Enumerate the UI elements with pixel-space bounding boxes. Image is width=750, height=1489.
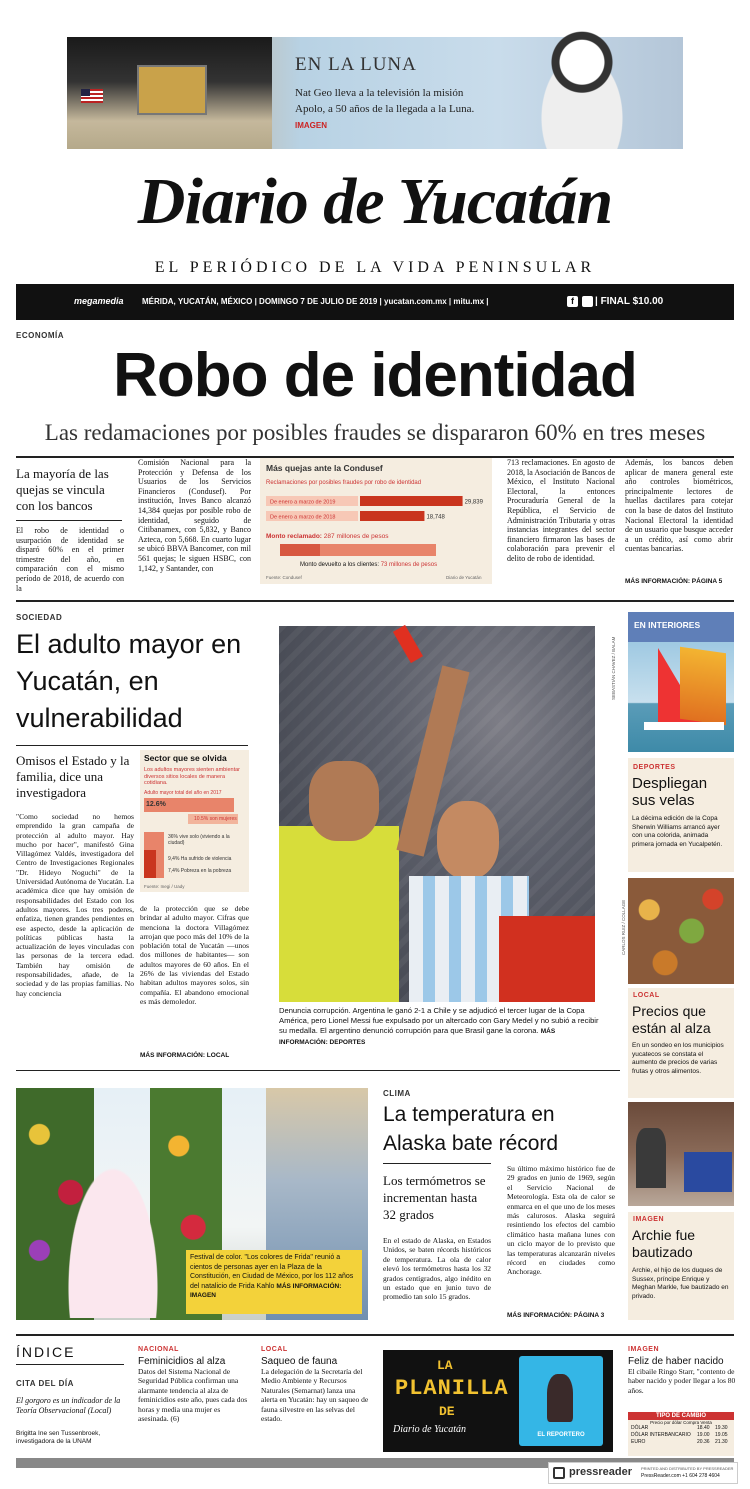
referee-head	[309, 761, 379, 841]
bar	[360, 511, 424, 521]
category-label: De enero a marzo de 2018	[270, 514, 336, 521]
sailboat-photo[interactable]	[628, 642, 734, 752]
photo-more[interactable]: MÁS INFORMACIÓN: DEPORTES	[279, 1028, 556, 1046]
clima-headline[interactable]: La temperatura en Alaska bate récord	[383, 1103, 559, 1155]
exchange-label: DÓLAR	[631, 1425, 649, 1431]
sector-bar-3-inner	[144, 850, 156, 878]
reclaimed-value: 287 millones de pesos	[323, 533, 389, 540]
royal-baptism-photo[interactable]	[628, 1102, 734, 1206]
exchange-rows	[628, 1425, 734, 1446]
masthead-tagline: EL PERIÓDICO DE LA VIDA PENINSULAR	[154, 259, 596, 276]
sector-s1: Adulto mayor total del año en 2017	[144, 790, 222, 796]
lead-deck: Las redamaciones por posibles fraudes se dispararon 60% en tres meses	[44, 420, 706, 445]
local-box	[628, 988, 734, 1098]
clima-section: CLIMA	[383, 1089, 411, 1098]
index-title: ÍNDICE	[16, 1344, 76, 1360]
chart-credit: Diario de Yucatán	[446, 575, 482, 580]
red-shirt	[499, 916, 595, 1002]
condusef-chart	[260, 458, 492, 584]
exchange-sell: 19.30	[715, 1425, 728, 1431]
photo-credit-2: CARLOS RUIZ / COLLAGE	[621, 899, 626, 955]
clima-subhead: Los termómetros se incrementan hasta 32 grados	[383, 1173, 486, 1222]
sector-text: Los adultos mayores sienten ambientar diversos sitios locales de manera cotidiana.	[144, 767, 240, 786]
exchange-row	[628, 1432, 734, 1439]
pressreader-logo: pressreader	[569, 1466, 632, 1478]
exchange-row	[628, 1425, 734, 1432]
brief-section: IMAGEN	[628, 1346, 659, 1353]
deportes-text: La décima edición de la Copa Sherwin Williams arrancó ayer con una colorida, animada primera jornada en Yucalpetén.	[632, 815, 723, 848]
masthead-title: Diario de Yucatán	[137, 165, 613, 238]
reporter-box	[519, 1356, 603, 1446]
chart-bars	[260, 492, 492, 532]
sector-l5: 7,4% Pobreza en la pobreza	[168, 868, 232, 874]
bar-value-label: 29,839	[464, 499, 483, 506]
brief-headline: Feliz de haber nacido	[628, 1356, 724, 1367]
exchange-sell: 21.30	[715, 1439, 728, 1445]
adulto-col2: de la protección que se debe brindar al adulto mayor. Cifras que menciona la doctora Villagómez arrojan que poco más del 10% de la población total de Yucatán —unos dos millones de habitantes— son adultos mayores de 60 años. En el 26% de las viviendas del Estado habitan adultos mayores solos, sin compañía. El abandono emocional es más demoledor.	[140, 904, 249, 1006]
pressreader-icon	[553, 1467, 565, 1479]
brief-local[interactable]	[261, 1346, 373, 1456]
returned-bar	[280, 544, 320, 556]
exchange-subtitle: Precio por dólar Compra Venta	[650, 1420, 712, 1425]
brief-nacional[interactable]	[138, 1346, 250, 1456]
exchange-buy: 18.40	[697, 1425, 710, 1431]
brief-text: La delegación de la Secretaría del Medio Ambiente y Recursos Naturales (Semarnat) lanza una alerta en Yucatán: hay un saqueo de fauna silvestre en las selvas del estado.	[261, 1367, 369, 1424]
chart-title: Más quejas ante la Condusef	[266, 463, 383, 473]
lead-col4: Además, los bancos deben aplicar de manera general este año controles biométricos, principalmente lectores de huellas dactilares para cotejar con la base de datos del Instituto Nacional Electoral la identidad de un usuario que busque acceder a un crédito, así como abrir cuentas bancarias.	[625, 458, 733, 554]
photo-caption: Denuncia corrupción. Argentina le ganó 2-1 a Chile y se adjudicó el tercer lugar de la Copa América, pero Lionel Messi fue expulsado por un altercado con Gary Medel y no subió a recibir su medalla. El argentino denunció corrupción para que Brasil gane la corona.	[279, 1006, 599, 1035]
brief-headline: Saqueo de fauna	[261, 1356, 338, 1367]
brief-imagen[interactable]	[628, 1346, 736, 1406]
lead-more[interactable]: MÁS INFORMACIÓN: PÁGINA 5	[625, 578, 723, 585]
brief-text: El cibaile Ringo Starr, "contento de haber nacido y poder llegar a los 80 años.	[628, 1367, 736, 1395]
referee	[279, 826, 399, 1002]
reporter-label: EL REPORTERO	[537, 1432, 585, 1438]
exchange-table	[628, 1412, 734, 1456]
clima-more[interactable]: MÁS INFORMACIÓN: PÁGINA 3	[507, 1312, 605, 1319]
adulto-col1: "Como sociedad no hemos emprendido la gran campaña de protección al adulto mayor. Hay mucho por hacer", manifestó Gina Villagómez Valdés, investigadora del Centro de Investigaciones Regionales "Dr. Hideyo Noguchi" de la Universidad Autónoma de Yucatán. La académica dice que hay omisión de responsabilidades del Estado con los adultos mayores. Los tres poderes, enfatiza, tienen grandes pendientes en ese aspecto, desde la aplicación de políticas públicas hasta la actualización de leyes vinculadas con las personas de la tercera edad. También hay omisión de responsabilidades, añade, de la sociedad y de las propias familias. No hay conciencia	[16, 812, 134, 998]
promo-title: EN LA LUNA	[295, 54, 417, 75]
cita-title: CITA DEL DÍA	[16, 1379, 74, 1388]
exchange-buy: 19.00	[697, 1432, 710, 1438]
local-text: En un sondeo en los municipios yucatecos se constata el aumento de precios de varias frutas y otros alimentos.	[632, 1042, 724, 1075]
reporter-figure-icon	[547, 1374, 573, 1422]
lunar-module-image	[67, 37, 272, 149]
returned-label: Monto devuelto a los clientes:	[300, 562, 380, 568]
imagen-headline[interactable]: Archie fue bautizado	[632, 1227, 696, 1260]
sector-v1: 12.6%	[146, 801, 166, 808]
planilla-ad[interactable]	[383, 1350, 613, 1452]
lead-headline[interactable]: Robo de identidad	[113, 341, 637, 410]
deportes-headline[interactable]: Despliegan sus velas	[632, 775, 708, 809]
planilla-line4: Diario de Yucatán	[393, 1424, 466, 1435]
megamedia-logo: megamedia	[74, 296, 124, 306]
brief-headline: Feminicidios al alza	[138, 1356, 226, 1367]
local-headline[interactable]: Precios que están al alza	[632, 1003, 711, 1036]
pressreader-line2: PressReader.com +1 604 278 4604	[641, 1473, 720, 1479]
promo-tag: IMAGEN	[295, 121, 327, 130]
bar-value-label: 18,748	[426, 514, 445, 521]
facebook-icon[interactable]: f	[567, 296, 578, 307]
chart-subtitle: Reclamaciones por posibles fraudes por robo de identidad	[266, 480, 422, 486]
lead-col3: 713 reclamaciones. En agosto de 2018, la Asociación de Bancos de México, el Instituto Nacional Electoral, la entonces Procuraduría General de la República, el Servicio de Administración Tributaria y otras instancias integrantes del sector financiero firmaron las bases de colaboración para prevenir el delito de robo de identidad.	[507, 458, 615, 563]
flag-icon	[81, 89, 103, 103]
exchange-title: TIPO DE CAMBIO	[628, 1412, 734, 1420]
adulto-headline[interactable]: El adulto mayor en Yucatán, en vulnerabilidad	[16, 629, 242, 733]
frida-more[interactable]: MÁS INFORMACIÓN: IMAGEN	[190, 1282, 342, 1299]
adulto-section: SOCIEDAD	[16, 613, 63, 622]
planilla-line1: LA	[437, 1358, 453, 1373]
exchange-label: EURO	[631, 1439, 646, 1445]
returned-value: 73 millones de pesos	[380, 562, 438, 568]
cita-quote: El gorgoro es un indicador de la Teoría Observacional (Local)	[16, 1396, 121, 1415]
sector-l2: 10.5% son mujeres	[194, 816, 237, 822]
clima-col2: Su último máximo histórico fue de 29 grados en junio de 1969, según el Servicio Nacional de Meteorología. Esta ola de calor se enmarca en el que uno de los meses más calurosos. Alaska seguirá resintiendo los efectos del cambio climático hasta mañana lunes con un ciclo mayor de lo previsto que las temperaturas alcanzarán niveles récord en ciudades como Anchorage.	[507, 1164, 615, 1277]
exchange-label: DÓLAR INTERBANCARIO	[631, 1432, 691, 1438]
promo-text: Nat Geo lleva a la televisión la misión Apolo, a 50 años de la llegada a la Luna.	[295, 87, 475, 115]
exchange-row	[628, 1439, 734, 1446]
category-label: De enero a marzo de 2019	[270, 499, 336, 506]
clima-col1: En el estado de Alaska, en Estados Unidos, se baten récords históricos de temperatura. La ola de calor elevó los termómetros hasta los 32 grados centígrados, algo inédito en un estado que en junio tuvo de promedio tan solo 15 grados.	[383, 1236, 491, 1302]
exchange-sell: 19.05	[715, 1432, 728, 1438]
bar	[360, 496, 463, 506]
frida-caption: Festival de color. "Los colores de Frida" reunió a cientos de personas ayer en la Plaza de la Constitución, en Ciudad de México, por los 112 años del natalicio de Frida Kahlo	[190, 1254, 354, 1290]
astronaut-image	[522, 25, 642, 149]
exchange-buy: 20.36	[697, 1439, 710, 1445]
player-head	[437, 801, 499, 879]
sector-box	[140, 750, 249, 892]
reclaimed-label: Monto reclamado:	[266, 533, 322, 540]
sector-title: Sector que se olvida	[144, 753, 227, 763]
imagen-section: IMAGEN	[633, 1216, 664, 1223]
fruit-market-photo[interactable]	[628, 878, 734, 984]
adulto-more[interactable]: MÁS INFORMACIÓN: LOCAL	[140, 1052, 230, 1059]
photo-credit-1: SEBASTIÁN CHAVEZ / BALAM	[611, 636, 616, 700]
sector-source: Fuente: Inegi / Uady	[144, 884, 185, 889]
imagen-box	[628, 1212, 734, 1320]
deportes-box	[628, 758, 734, 872]
lead-col2: Comisión Nacional para la Protección y Defensa de los Usuarios de los Servicios Financieros (Condusef). Por institución, Inves Banco alcanzó 14,384 quejas por posible robo de identidad, seguido de Citibanamex, con 5,832, y Banco Azteca, con 5,668. En cuarto lugar se ubicó BBVA Bancomer, con mil 561 quejas; le siguen HSBC, con 1,142, y Santander, con	[138, 458, 251, 573]
sector-l4: 9,4% Ha sufrido de violencia	[168, 856, 232, 862]
twitter-icon[interactable]	[582, 296, 593, 307]
lead-col1: El robo de identidad o usurpación de identidad se disparó 60% en el primer trimestre del año, en comparación con el mismo período de 2018, de acuerdo con la	[16, 526, 124, 593]
top-promo-banner[interactable]	[67, 37, 683, 149]
deportes-section: DEPORTES	[633, 764, 676, 771]
adulto-subhead: Omisos el Estado y la familia, dice una investigadora	[16, 753, 130, 800]
brief-section: LOCAL	[261, 1346, 288, 1353]
planilla-line3: DE	[439, 1404, 455, 1419]
sector-l3: 36% vive solo (viviendo a la ciudad)	[168, 834, 230, 846]
lead-subhead: La mayoría de las quejas se vincula con los bancos	[16, 466, 109, 513]
imagen-text: Archie, el hijo de los duques de Sussex, príncipe Enrique y Meghan Markle, fue bautizado en privado.	[632, 1267, 729, 1300]
masthead-info-bar	[16, 284, 734, 320]
brief-section: NACIONAL	[138, 1346, 179, 1353]
local-section: LOCAL	[633, 992, 660, 999]
issue-info: MÉRIDA, YUCATÁN, MÉXICO | DOMINGO 7 DE JULIO DE 2019 | yucatan.com.mx | mitu.mx |	[142, 297, 489, 306]
chart-source: Fuente: Condusef	[266, 575, 302, 580]
pressreader-line1: PRINTED AND DISTRIBUTED BY PRESSREADER	[641, 1466, 734, 1471]
brief-text: Datos del Sistema Nacional de Seguridad Pública confirman una alarmante tendencia al alza de feminicidios este año, pues cada dos horas y media una mujer es asesinada. (6)	[138, 1367, 248, 1424]
price: | FINAL $10.00	[595, 296, 664, 307]
cita-author: Brigitta Ine sen Tussenbroek, investigadora de la UNAM	[16, 1430, 101, 1445]
planilla-line2: PLANILLA	[395, 1376, 509, 1401]
messi-photo[interactable]	[279, 626, 595, 1002]
pressreader-badge[interactable]	[548, 1462, 738, 1484]
interiores-label[interactable]: EN INTERIORES	[628, 612, 734, 642]
lead-section: ECONOMÍA	[16, 331, 64, 340]
